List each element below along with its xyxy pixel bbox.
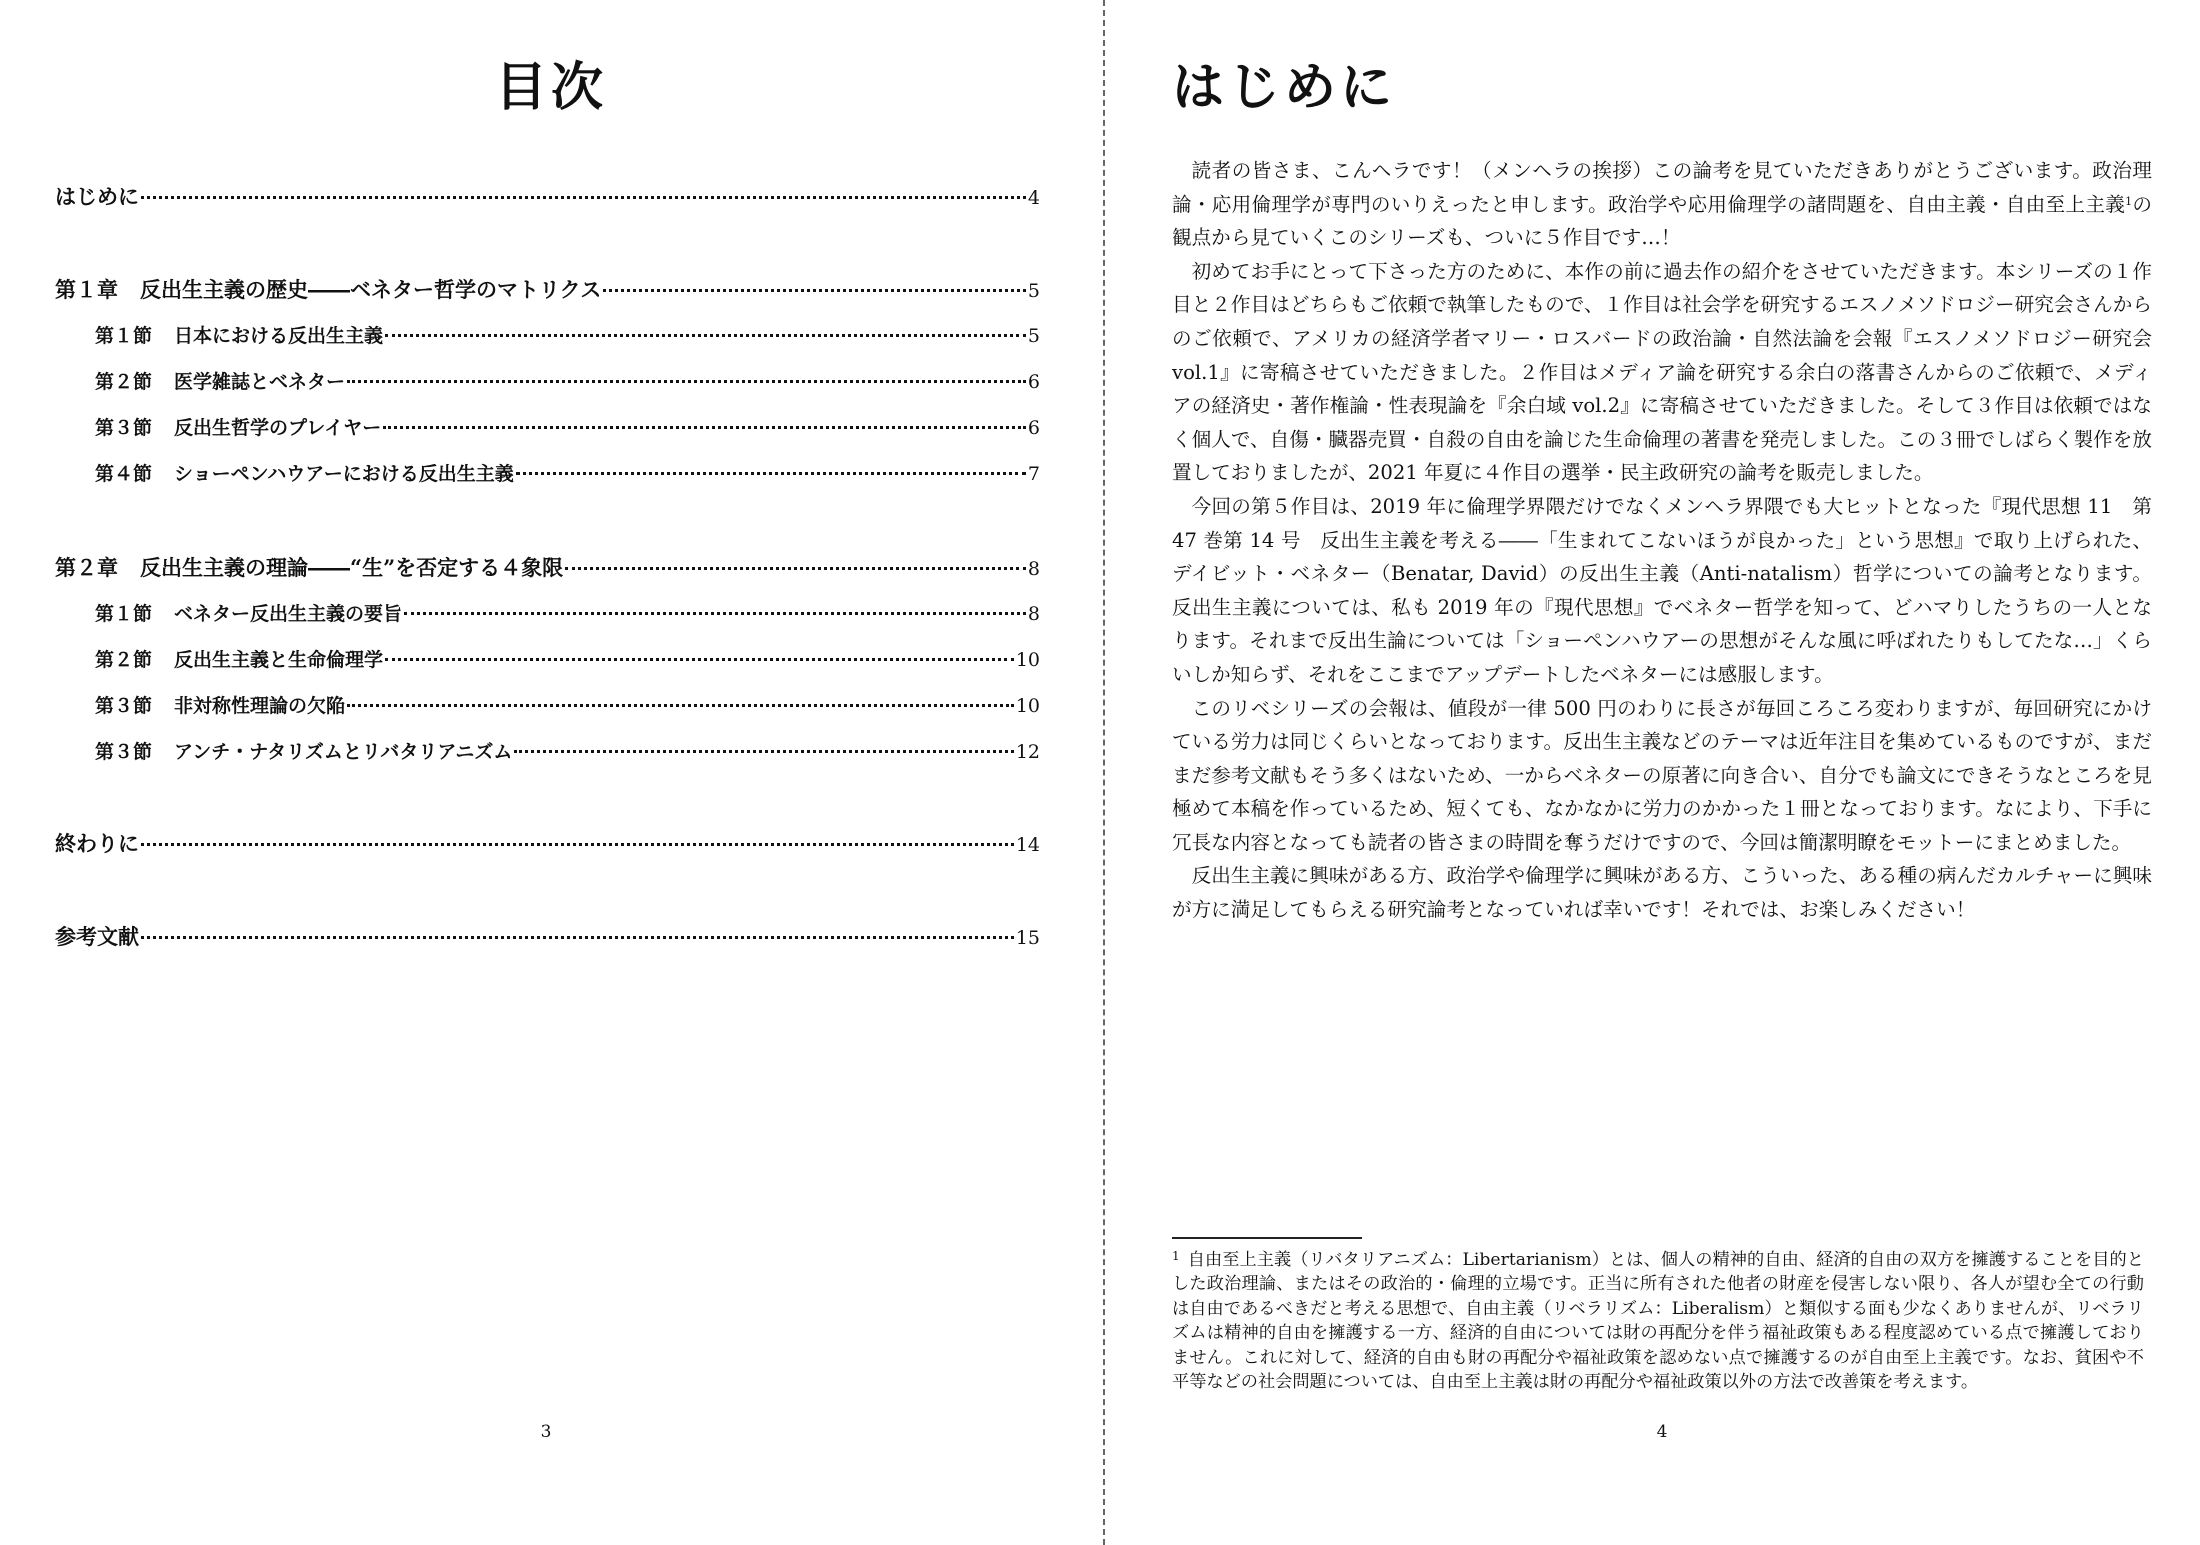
toc-entry-label: 反出生主義の理論――“生”を否定する４象限 xyxy=(140,555,564,580)
toc-entry-number: 第１節 xyxy=(95,603,153,625)
toc-entry-number: 第４節 xyxy=(95,463,153,485)
page-number: 3 xyxy=(540,1422,552,1442)
toc-leader xyxy=(385,334,1026,337)
toc-entry[interactable] xyxy=(55,920,1040,954)
toc-entry-page: 8 xyxy=(1027,558,1040,580)
footnote xyxy=(1172,1244,2144,1394)
toc-entry[interactable] xyxy=(55,180,1040,214)
footnote-text: 自由至上主義（リバタリアニズム：Libertarianism）とは、個人の精神的自由、経済的自由の双方を擁護することを目的とした政治理論、またはその政治的・倫理的立場です。正当に所有された他者の財産を侵害しない限り、各人が望む全ての行動は自由であるべきだと考える思想で、自由主義（リベラリズム：Liberalism）と類似する面も少なくありませんが、リベラリズムは精神的自由を擁護する一方、経済的自由については財の再配分を伴う福祉政策もある程度認めている点で擁護しておりません。これに対して、経済的自由も財の再配分や福祉政策を認めない点で擁護するのが自由至上主義です。なお、貧困や不平等などの社会問題については、自由至上主義は財の再配分や福祉政策以外の方法で改善策を考えます。 xyxy=(1172,1250,2144,1393)
toc-entry-page: 15 xyxy=(1015,927,1040,949)
toc-leader xyxy=(565,567,1026,570)
toc-entry-label: 反出生哲学のプレイヤー xyxy=(174,417,382,439)
toc-entry-page: 4 xyxy=(1027,187,1040,209)
toc-leader xyxy=(347,380,1026,383)
toc-entry-page: 14 xyxy=(1015,834,1040,856)
toc-leader xyxy=(514,750,1013,753)
toc-entry-label: ショーペンハウアーにおける反出生主義 xyxy=(174,463,514,485)
toc-entry-page: 6 xyxy=(1027,417,1040,439)
toc-title: 目次 xyxy=(494,57,607,118)
footnote-ref[interactable]: 1 xyxy=(2125,194,2133,208)
page-number: 4 xyxy=(1656,1422,1668,1442)
paragraph: 初めてお手にとって下さった方のために、本作の前に過去作の紹介をさせていただきます。本シリーズの１作目と２作目はどちらもご依頼で執筆したもので、１作目は社会学を研究するエスノメソドロジー研究会さんからのご依頼で、アメリカの経済学者マリー・ロスバードの政治論・自然法論を会報『エスノメソドロジー研究会 vol.1』に寄稿させていただきました。２作目はメディア論を研究する余白の落書さんからのご依頼で、メディアの経済史・著作権論・性表現論を『余白域 vol.2』に寄稿させていただきました。そして３作目は依頼ではなく個人で、自傷・臓器売買・自殺の自由を論じた生命倫理の著書を発売しました。この３冊でしばらく製作を放置しておりましたが、2021 年夏に４作目の選挙・民主政研究の論考を販売しました。 xyxy=(1172,259,2152,485)
page-divider xyxy=(1103,0,1105,1545)
toc-entry[interactable] xyxy=(55,365,1040,399)
toc-entry-page: 10 xyxy=(1015,695,1040,717)
toc-entry-page: 7 xyxy=(1027,463,1040,485)
toc-entry[interactable] xyxy=(55,319,1040,353)
toc-entry[interactable] xyxy=(55,457,1040,491)
toc-leader xyxy=(404,612,1026,615)
toc-leader xyxy=(141,843,1014,846)
paragraph: 読者の皆さま、こんヘラです！（メンヘラの挨拶）この論考を見ていただきありがとうございます。政治理論・応用倫理学が専門のいりえったと申します。政治学や応用倫理学の諸問題を、自由主義・自由至上主義$^1$の観点から見ていくこのシリーズも、ついに５作目です…！ xyxy=(1172,159,2152,250)
toc-leader xyxy=(383,426,1026,429)
toc-entry-number: 第３節 xyxy=(95,417,153,439)
toc-entry-label: 反出生主義と生命倫理学 xyxy=(174,649,384,671)
toc-entry-number: 第２節 xyxy=(95,371,153,393)
toc-entry-page: 8 xyxy=(1027,603,1040,625)
toc-entry[interactable] xyxy=(55,735,1040,769)
toc-entry-page: 12 xyxy=(1015,741,1040,763)
toc-leader xyxy=(141,936,1014,939)
paragraph: 今回の第５作目は、2019 年に倫理学界隈だけでなくメンヘラ界隈でも大ヒットとなった『現代思想 11 第 47 巻第 14 号 反出生主義を考える――「生まれてこないほうが良かった」という思想』で取り上げられた、デイビット・ベネター（Benatar, David）の反出生主義（Anti-natalism）哲学についての論考となります。反出生主義については、私も 2019 年の『現代思想』でベネター哲学を知って、どハマりしたうちの一人となります。それまで反出生論については「ショーペンハウアーの思想がそんな風に呼ばれたりもしてたな…」くらいしか知らず、それをここまでアップデートしたベネターには感服します。 xyxy=(1172,494,2152,686)
toc-entry-label: はじめに xyxy=(55,184,139,209)
toc-entry-page: 10 xyxy=(1015,649,1040,671)
toc-entry[interactable] xyxy=(55,827,1040,861)
toc-entry-label: 医学雑誌とベネター xyxy=(174,371,346,393)
toc-entry-number: 第１節 xyxy=(95,325,153,347)
toc-entry[interactable] xyxy=(55,273,1040,307)
intro-title: はじめに xyxy=(1172,57,1397,118)
toc-entry-page: 5 xyxy=(1027,280,1040,302)
paragraph: 反出生主義に興味がある方、政治学や倫理学に興味がある方、こういった、ある種の病んだカルチャーに興味が方に満足してもらえる研究論考となっていれば幸いです！それでは、お楽しみください！ xyxy=(1172,864,2152,922)
toc-entry-number: 第３節 xyxy=(95,695,153,717)
toc-entry-page: 6 xyxy=(1027,371,1040,393)
intro-page xyxy=(1106,0,2200,1545)
toc-entry-label: ベネター反出生主義の要旨 xyxy=(174,603,403,625)
toc-entry-label: 参考文献 xyxy=(55,924,139,949)
toc-entry-label: アンチ・ナタリズムとリバタリアニズム xyxy=(174,741,513,763)
toc-leader xyxy=(603,289,1026,292)
toc-entry[interactable] xyxy=(55,597,1040,631)
toc-entry-label: 日本における反出生主義 xyxy=(174,325,384,347)
toc-leader xyxy=(141,196,1026,199)
toc-leader xyxy=(385,658,1014,661)
toc-entry-label: 反出生主義の歴史――ベネター哲学のマトリクス xyxy=(140,277,602,302)
toc-entry[interactable] xyxy=(55,411,1040,445)
footnote-rule xyxy=(1172,1237,1362,1239)
toc-entry-label: 終わりに xyxy=(55,831,139,856)
toc-entry-page: 5 xyxy=(1027,325,1040,347)
toc-entry[interactable] xyxy=(55,689,1040,723)
toc-entry[interactable] xyxy=(55,643,1040,677)
toc-entry-number: 第２章 xyxy=(55,555,118,580)
toc-leader xyxy=(516,472,1026,475)
toc-entry-label: 非対称性理論の欠陥 xyxy=(174,695,346,717)
toc-entry-number: 第２節 xyxy=(95,649,153,671)
toc-entry-number: 第１章 xyxy=(55,277,118,302)
toc-leader xyxy=(347,704,1014,707)
toc-entry[interactable] xyxy=(55,551,1040,585)
paragraph: このリベシリーズの会報は、値段が一律 500 円のわりに長さが毎回ころころ変わりますが、毎回研究にかけている労力は同じくらいとなっております。反出生主義などのテーマは近年注目を集めているものですが、まだまだ参考文献もそう多くはないため、一からベネターの原著に向き合い、自分でも論文にできそうなところを見極めて本稿を作っているため、短くても、なかなかに労力のかかった１冊となっております。なにより、下手に冗長な内容となっても読者の皆さまの時間を奪うだけですので、今回は簡潔明瞭をモットーにまとめました。 xyxy=(1172,696,2152,854)
intro-body xyxy=(1172,154,2152,927)
footnote-mark: 1 xyxy=(1172,1249,1180,1263)
toc-entry-number: 第３節 xyxy=(95,741,153,763)
